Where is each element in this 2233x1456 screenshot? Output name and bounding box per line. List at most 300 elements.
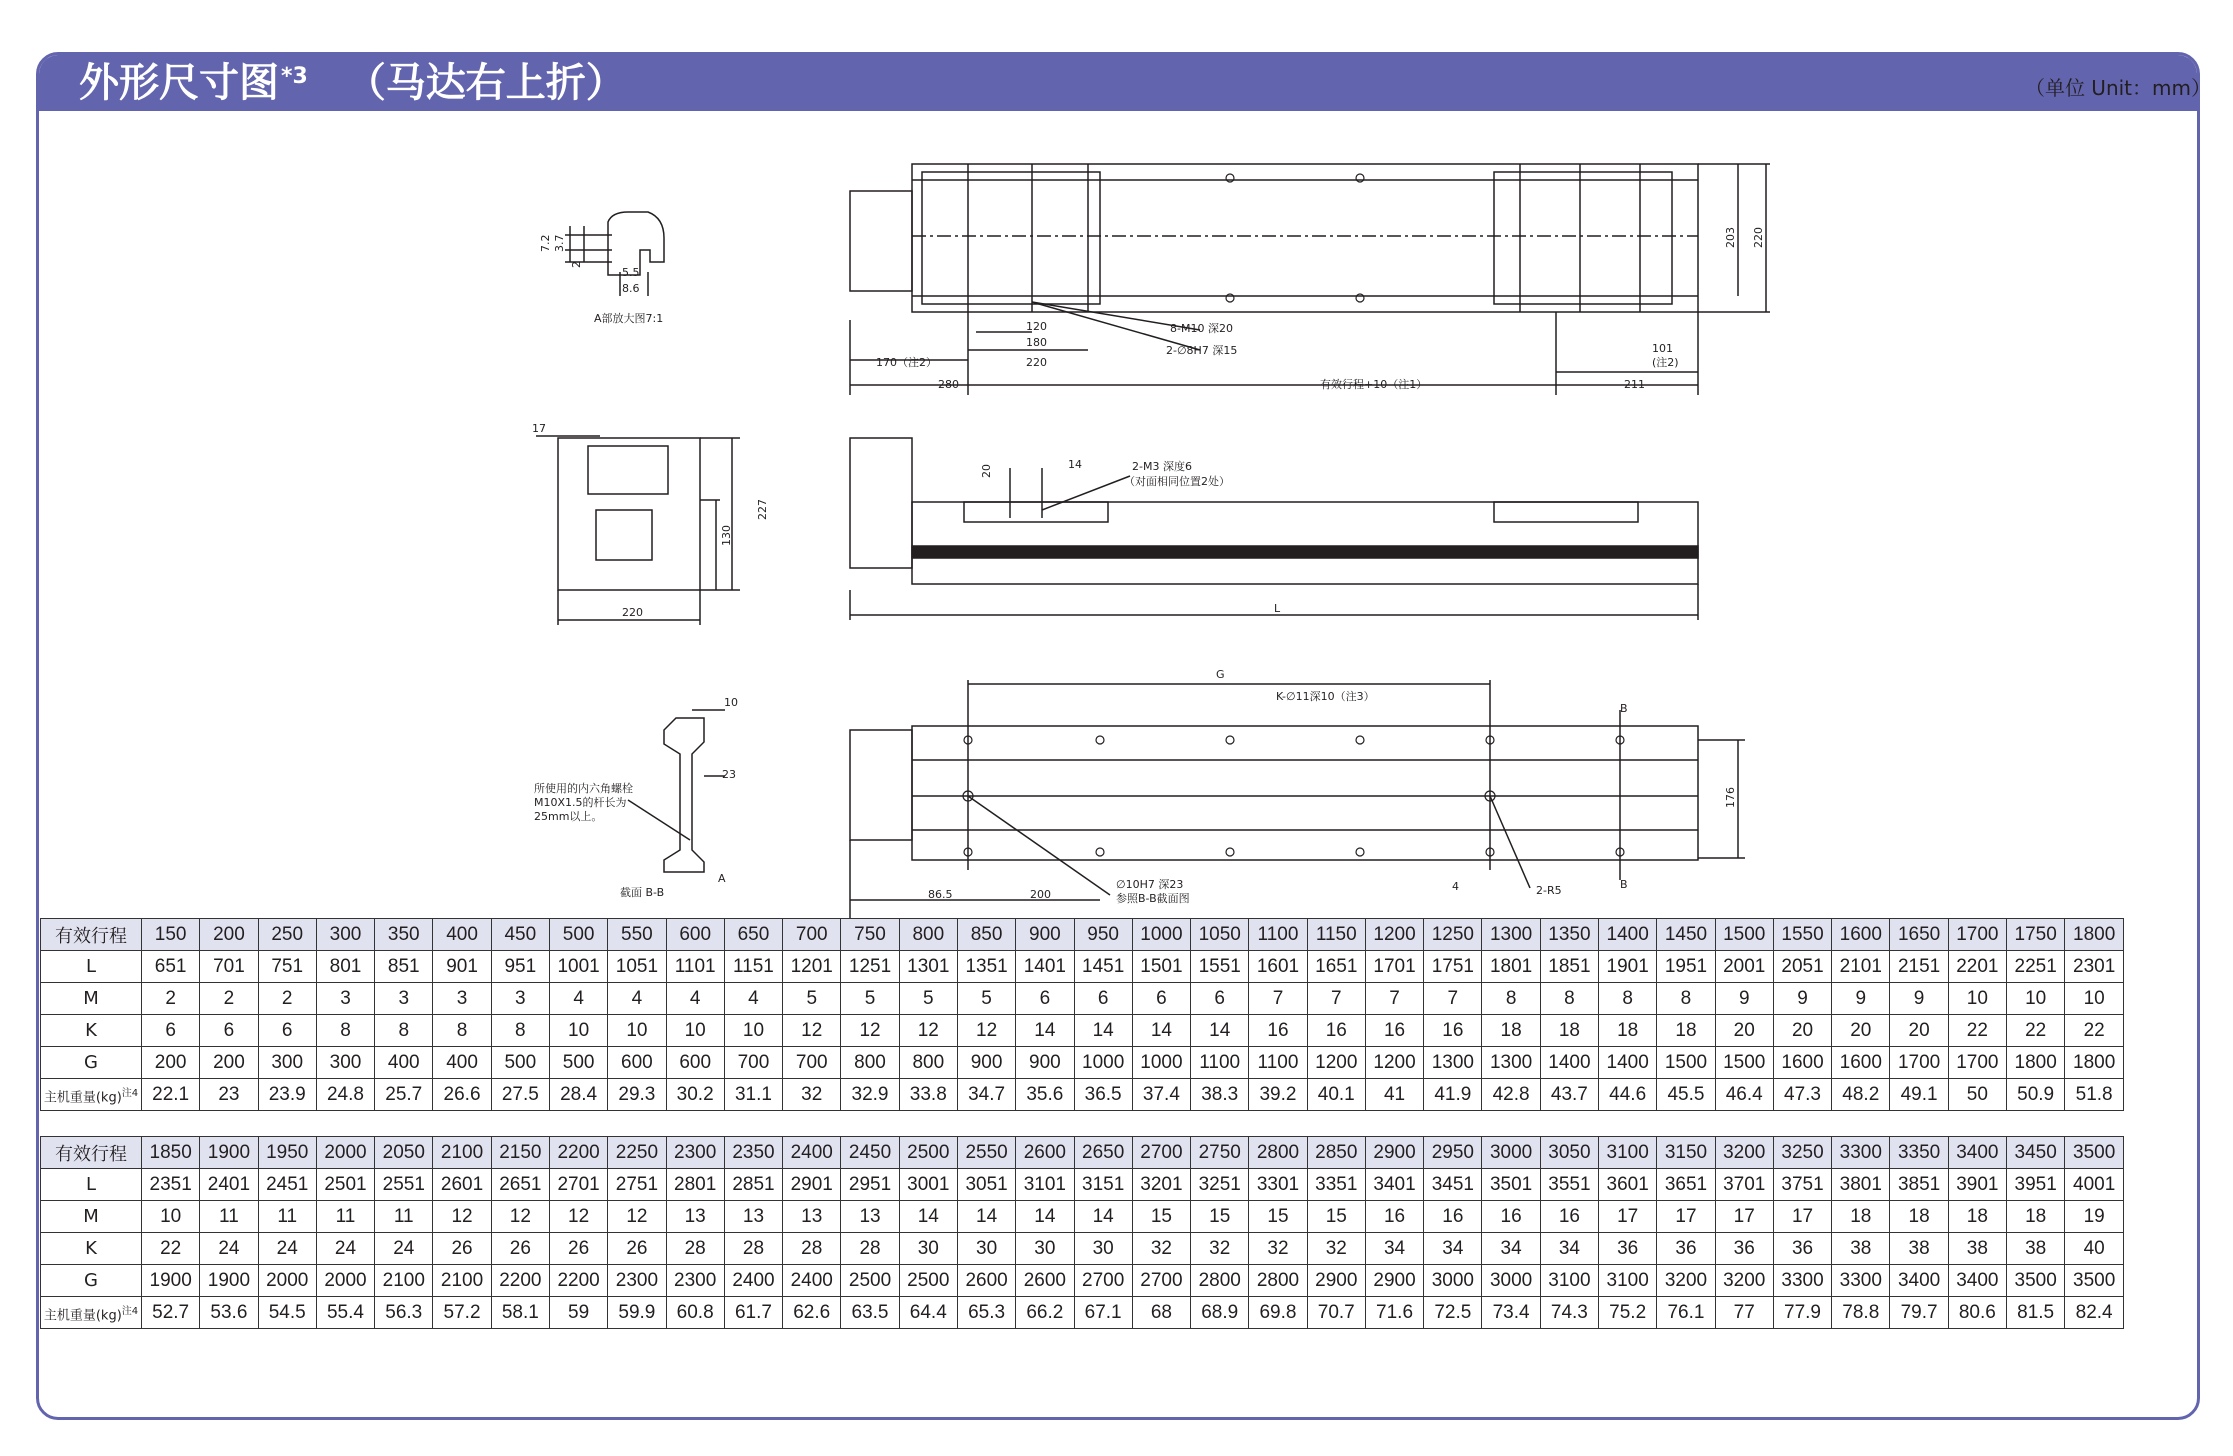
table-cell: 56.3 xyxy=(375,1297,433,1329)
table-cell: 22.1 xyxy=(142,1079,200,1111)
table-cell: 3551 xyxy=(1540,1169,1598,1201)
header-cell: 400 xyxy=(433,919,491,951)
row-label xyxy=(41,1297,142,1329)
table-cell: 28 xyxy=(841,1233,899,1265)
table-cell: 6 xyxy=(258,1015,316,1047)
table-cell: 6 xyxy=(142,1015,200,1047)
table-cell: 700 xyxy=(783,1047,841,1079)
table-cell: 15 xyxy=(1249,1201,1307,1233)
header-cell: 2600 xyxy=(1016,1137,1074,1169)
dim-23: 23 xyxy=(722,768,736,781)
table-cell: 40 xyxy=(2065,1233,2124,1265)
header-cell: 450 xyxy=(491,919,549,951)
table-cell: 10 xyxy=(142,1201,200,1233)
table-cell: 26 xyxy=(608,1233,666,1265)
table-cell: 1700 xyxy=(1890,1047,1948,1079)
table-cell: 6 xyxy=(1132,983,1190,1015)
header-cell: 1750 xyxy=(2007,919,2065,951)
table-cell: 12 xyxy=(783,1015,841,1047)
table-cell: 2501 xyxy=(316,1169,374,1201)
table-cell: 1300 xyxy=(1424,1047,1482,1079)
table-cell: 2551 xyxy=(375,1169,433,1201)
label-b-top: B xyxy=(1620,702,1628,715)
table-cell: 3 xyxy=(316,983,374,1015)
table-cell: 2151 xyxy=(1890,951,1948,983)
table-cell: 500 xyxy=(549,1047,607,1079)
table-cell: 9 xyxy=(1773,983,1831,1015)
table-cell: 3251 xyxy=(1191,1169,1249,1201)
table-cell: 1701 xyxy=(1365,951,1423,983)
unit-label: （单位 Unit：mm） xyxy=(2024,76,2211,100)
table-cell: 3300 xyxy=(1832,1265,1890,1297)
header-cell: 3100 xyxy=(1599,1137,1657,1169)
table-cell: 2651 xyxy=(491,1169,549,1201)
dim-4: 4 xyxy=(1452,880,1459,893)
table-cell: 3500 xyxy=(2065,1265,2124,1297)
note-r5: 2-R5 xyxy=(1536,884,1562,897)
header-cell: 2200 xyxy=(549,1137,607,1169)
table-cell: 54.5 xyxy=(258,1297,316,1329)
table-cell: 18 xyxy=(2007,1201,2065,1233)
header-cell: 2500 xyxy=(899,1137,957,1169)
table-cell: 4 xyxy=(666,983,724,1015)
header-cell: 2850 xyxy=(1307,1137,1365,1169)
table-cell: 3901 xyxy=(1948,1169,2006,1201)
table-cell: 45.5 xyxy=(1657,1079,1715,1111)
bolt-note-3: 25mm以上。 xyxy=(534,810,603,823)
header-cell: 2800 xyxy=(1249,1137,1307,1169)
table-cell: 34 xyxy=(1540,1233,1598,1265)
header-cell: 1900 xyxy=(200,1137,258,1169)
table-cell: 300 xyxy=(316,1047,374,1079)
header-cell: 250 xyxy=(258,919,316,951)
header-cell: 2700 xyxy=(1132,1137,1190,1169)
header-cell: 1100 xyxy=(1249,919,1307,951)
table-cell: 2800 xyxy=(1191,1265,1249,1297)
header-cell: 150 xyxy=(142,919,200,951)
table-cell: 55.4 xyxy=(316,1297,374,1329)
title-text: 外形尺寸图 xyxy=(79,60,279,106)
row-label-text: K xyxy=(85,1238,97,1259)
table-cell: 2900 xyxy=(1365,1265,1423,1297)
note-see-section: 参照B-B截面图 xyxy=(1116,892,1190,905)
table-cell: 3601 xyxy=(1599,1169,1657,1201)
table-cell: 3400 xyxy=(1890,1265,1948,1297)
label-a: A xyxy=(718,872,726,885)
table-cell: 3751 xyxy=(1773,1169,1831,1201)
table-cell: 52.7 xyxy=(142,1297,200,1329)
table-cell: 1901 xyxy=(1599,951,1657,983)
table-cell: 3 xyxy=(375,983,433,1015)
row-label-text: M xyxy=(83,988,99,1009)
header-cell: 3400 xyxy=(1948,1137,2006,1169)
table-cell: 74.3 xyxy=(1540,1297,1598,1329)
spec-table-2 xyxy=(40,1136,2124,1329)
table-cell: 68 xyxy=(1132,1297,1190,1329)
table-cell: 3401 xyxy=(1365,1169,1423,1201)
table-cell: 28 xyxy=(783,1233,841,1265)
dim-20: 20 xyxy=(980,464,993,478)
table-cell: 15 xyxy=(1132,1201,1190,1233)
table-cell: 600 xyxy=(666,1047,724,1079)
row-label xyxy=(41,1233,142,1265)
table-cell: 10 xyxy=(724,1015,782,1047)
table-cell: 6 xyxy=(1191,983,1249,1015)
table-cell: 7 xyxy=(1249,983,1307,1015)
table-cell: 59 xyxy=(549,1297,607,1329)
table-cell: 17 xyxy=(1715,1201,1773,1233)
table-cell: 17 xyxy=(1657,1201,1715,1233)
table-cell: 32 xyxy=(1191,1233,1249,1265)
table-cell: 16 xyxy=(1307,1015,1365,1047)
table-cell: 2301 xyxy=(2065,951,2124,983)
table-cell: 1301 xyxy=(899,951,957,983)
table-cell: 10 xyxy=(1948,983,2006,1015)
table-cell: 3301 xyxy=(1249,1169,1307,1201)
header-cell: 3000 xyxy=(1482,1137,1540,1169)
table-cell: 31.1 xyxy=(724,1079,782,1111)
table-cell: 4001 xyxy=(2065,1169,2124,1201)
table-cell: 2000 xyxy=(316,1265,374,1297)
motor-block-top xyxy=(850,191,912,291)
table-cell: 20 xyxy=(1715,1015,1773,1047)
table-row xyxy=(41,1201,2124,1233)
table-cell: 300 xyxy=(258,1047,316,1079)
table-cell: 3000 xyxy=(1482,1265,1540,1297)
table-cell: 38 xyxy=(1832,1233,1890,1265)
row-label xyxy=(41,1265,142,1297)
table-cell: 2851 xyxy=(724,1169,782,1201)
table-cell: 2101 xyxy=(1832,951,1890,983)
table-cell: 16 xyxy=(1365,1015,1423,1047)
dim-220-height: 220 xyxy=(1752,227,1765,248)
table-cell: 1200 xyxy=(1365,1047,1423,1079)
table-cell: 1300 xyxy=(1482,1047,1540,1079)
table-cell: 751 xyxy=(258,951,316,983)
header-cell: 550 xyxy=(608,919,666,951)
table-cell: 2201 xyxy=(1948,951,2006,983)
table-cell: 64.4 xyxy=(899,1297,957,1329)
table-row xyxy=(41,1233,2124,1265)
table-cell: 18 xyxy=(1540,1015,1598,1047)
motor-side-view xyxy=(850,438,912,568)
table-cell: 8 xyxy=(1482,983,1540,1015)
header-cell: 850 xyxy=(957,919,1015,951)
table-cell: 18 xyxy=(1890,1201,1948,1233)
row-label xyxy=(41,951,142,983)
table-cell: 16 xyxy=(1540,1201,1598,1233)
note-pin-holes: 2-∅8H7 深15 xyxy=(1166,344,1238,357)
table-cell: 1400 xyxy=(1540,1047,1598,1079)
row-label-text: L xyxy=(85,956,97,977)
dim-180: 180 xyxy=(1026,336,1047,349)
table-cell: 1951 xyxy=(1657,951,1715,983)
table-cell: 3801 xyxy=(1832,1169,1890,1201)
header-cell: 2050 xyxy=(375,1137,433,1169)
table-cell: 1101 xyxy=(666,951,724,983)
table-cell: 2051 xyxy=(1773,951,1831,983)
dim-stroke: 有效行程+10（注1） xyxy=(1320,378,1428,391)
table-cell: 47.3 xyxy=(1773,1079,1831,1111)
table-cell: 1251 xyxy=(841,951,899,983)
row-label xyxy=(41,1169,142,1201)
section-caption: 截面 B-B xyxy=(620,886,665,899)
table-cell: 20 xyxy=(1773,1015,1831,1047)
table-cell: 48.2 xyxy=(1832,1079,1890,1111)
table-cell: 12 xyxy=(841,1015,899,1047)
table-cell: 2900 xyxy=(1307,1265,1365,1297)
table-cell: 3300 xyxy=(1773,1265,1831,1297)
table-cell: 1100 xyxy=(1249,1047,1307,1079)
table-cell: 2400 xyxy=(724,1265,782,1297)
row-label-text: 主机重量(kg) xyxy=(43,1090,122,1106)
table-row xyxy=(41,1047,2124,1079)
table-cell: 61.7 xyxy=(724,1297,782,1329)
table-cell: 6 xyxy=(1016,983,1074,1015)
table-cell: 3051 xyxy=(957,1169,1015,1201)
table-cell: 2701 xyxy=(549,1169,607,1201)
table-cell: 6 xyxy=(200,1015,258,1047)
table-cell: 16 xyxy=(1424,1015,1482,1047)
table-cell: 1501 xyxy=(1132,951,1190,983)
table-cell: 5 xyxy=(957,983,1015,1015)
table-cell: 5 xyxy=(783,983,841,1015)
detail-caption: A部放大图7:1 xyxy=(594,312,664,325)
table-cell: 53.6 xyxy=(200,1297,258,1329)
row-label xyxy=(41,1079,142,1111)
header-cell: 3150 xyxy=(1657,1137,1715,1169)
table-cell: 79.7 xyxy=(1890,1297,1948,1329)
table-cell: 14 xyxy=(1016,1015,1074,1047)
table-cell: 35.6 xyxy=(1016,1079,1074,1111)
table-cell: 2400 xyxy=(783,1265,841,1297)
table-cell: 28.4 xyxy=(549,1079,607,1111)
table-cell: 1200 xyxy=(1307,1047,1365,1079)
table-cell: 3651 xyxy=(1657,1169,1715,1201)
dim-200: 200 xyxy=(1030,888,1051,901)
table-cell: 42.8 xyxy=(1482,1079,1540,1111)
dim-120: 120 xyxy=(1026,320,1047,333)
table-cell: 1500 xyxy=(1657,1047,1715,1079)
table-cell: 7 xyxy=(1307,983,1365,1015)
table-cell: 951 xyxy=(491,951,549,983)
row-label-text: G xyxy=(84,1052,98,1073)
header-cell: 1050 xyxy=(1191,919,1249,951)
dim-14: 14 xyxy=(1068,458,1082,471)
table-cell: 14 xyxy=(1191,1015,1249,1047)
table-cell: 14 xyxy=(957,1201,1015,1233)
table-cell: 3000 xyxy=(1424,1265,1482,1297)
table-cell: 12 xyxy=(491,1201,549,1233)
table-cell: 8 xyxy=(491,1015,549,1047)
table-cell: 8 xyxy=(1540,983,1598,1015)
table-cell: 50 xyxy=(1948,1079,2006,1111)
table-cell: 34 xyxy=(1424,1233,1482,1265)
table-cell: 43.7 xyxy=(1540,1079,1598,1111)
header-cell: 3300 xyxy=(1832,1137,1890,1169)
table-cell: 1800 xyxy=(2065,1047,2124,1079)
table-cell: 34 xyxy=(1482,1233,1540,1265)
table-cell: 3851 xyxy=(1890,1169,1948,1201)
header-cell: 2150 xyxy=(491,1137,549,1169)
table-cell: 3200 xyxy=(1657,1265,1715,1297)
section-profile xyxy=(664,718,704,872)
table-cell: 2 xyxy=(200,983,258,1015)
header-cell: 1550 xyxy=(1773,919,1831,951)
table-cell: 3151 xyxy=(1074,1169,1132,1201)
table-cell: 2401 xyxy=(200,1169,258,1201)
table-cell: 3100 xyxy=(1599,1265,1657,1297)
table-cell: 13 xyxy=(666,1201,724,1233)
table-cell: 2700 xyxy=(1074,1265,1132,1297)
dim-220-end: 220 xyxy=(622,606,643,619)
header-label: 有效行程 xyxy=(41,919,142,951)
table-cell: 9 xyxy=(1715,983,1773,1015)
note-m10-holes: 8-M10 深20 xyxy=(1170,322,1233,335)
table-cell: 3701 xyxy=(1715,1169,1773,1201)
table-cell: 49.1 xyxy=(1890,1079,1948,1111)
header-cell: 1400 xyxy=(1599,919,1657,951)
header-cell: 3450 xyxy=(2007,1137,2065,1169)
table-cell: 1351 xyxy=(957,951,1015,983)
header-cell: 350 xyxy=(375,919,433,951)
table-cell: 24 xyxy=(200,1233,258,1265)
table-cell: 10 xyxy=(2007,983,2065,1015)
table-cell: 12 xyxy=(957,1015,1015,1047)
header-cell: 1350 xyxy=(1540,919,1598,951)
row-note: 注4 xyxy=(121,1305,139,1317)
table-cell: 1051 xyxy=(608,951,666,983)
table-cell: 46.4 xyxy=(1715,1079,1773,1111)
header-cell: 1700 xyxy=(1948,919,2006,951)
table-cell: 16 xyxy=(1482,1201,1540,1233)
table-cell: 20 xyxy=(1890,1015,1948,1047)
table-cell: 1600 xyxy=(1773,1047,1831,1079)
table-cell: 16 xyxy=(1365,1201,1423,1233)
table-cell: 36 xyxy=(1715,1233,1773,1265)
table-header-row xyxy=(41,1137,2124,1169)
table-cell: 3501 xyxy=(1482,1169,1540,1201)
table-cell: 3101 xyxy=(1016,1169,1074,1201)
table-cell: 901 xyxy=(433,951,491,983)
table-cell: 32 xyxy=(1249,1233,1307,1265)
note-m3-opposite: （对面相同位置2处） xyxy=(1124,475,1230,488)
table-cell: 32 xyxy=(1307,1233,1365,1265)
table-cell: 800 xyxy=(899,1047,957,1079)
table-cell: 28 xyxy=(666,1233,724,1265)
header-cell: 1850 xyxy=(142,1137,200,1169)
table-cell: 22 xyxy=(1948,1015,2006,1047)
table-cell: 11 xyxy=(375,1201,433,1233)
table-cell: 22 xyxy=(142,1233,200,1265)
table-cell: 2500 xyxy=(841,1265,899,1297)
table-cell: 2100 xyxy=(433,1265,491,1297)
table-header-row xyxy=(41,919,2124,951)
bolt-note-2: M10X1.5的杆长为 xyxy=(534,796,627,809)
table-cell: 77 xyxy=(1715,1297,1773,1329)
table-cell: 2 xyxy=(258,983,316,1015)
table-cell: 900 xyxy=(957,1047,1015,1079)
table-cell: 1100 xyxy=(1191,1047,1249,1079)
table-cell: 651 xyxy=(142,951,200,983)
table-cell: 36 xyxy=(1773,1233,1831,1265)
table-cell: 1601 xyxy=(1249,951,1307,983)
table-cell: 30 xyxy=(1074,1233,1132,1265)
table-cell: 51.8 xyxy=(2065,1079,2124,1111)
table-row xyxy=(41,1265,2124,1297)
table-cell: 60.8 xyxy=(666,1297,724,1329)
table-cell: 2600 xyxy=(957,1265,1015,1297)
header-cell: 2250 xyxy=(608,1137,666,1169)
table-cell: 3451 xyxy=(1424,1169,1482,1201)
table-cell: 700 xyxy=(724,1047,782,1079)
table-cell: 32.9 xyxy=(841,1079,899,1111)
table-cell: 76.1 xyxy=(1657,1297,1715,1329)
table-cell: 10 xyxy=(666,1015,724,1047)
table-cell: 32 xyxy=(1132,1233,1190,1265)
table-cell: 18 xyxy=(1948,1201,2006,1233)
header-cell: 800 xyxy=(899,919,957,951)
table-cell: 50.9 xyxy=(2007,1079,2065,1111)
table-cell: 38 xyxy=(1948,1233,2006,1265)
header-cell: 1200 xyxy=(1365,919,1423,951)
dim-101: 101 xyxy=(1652,342,1673,355)
header-cell: 200 xyxy=(200,919,258,951)
table-cell: 2100 xyxy=(375,1265,433,1297)
row-label-text: 主机重量(kg) xyxy=(43,1308,122,1324)
table-cell: 23 xyxy=(200,1079,258,1111)
table-cell: 10 xyxy=(608,1015,666,1047)
table-cell: 71.6 xyxy=(1365,1297,1423,1329)
table-cell: 1001 xyxy=(549,951,607,983)
table-cell: 1700 xyxy=(1948,1047,2006,1079)
table-cell: 2000 xyxy=(258,1265,316,1297)
table-cell: 26.6 xyxy=(433,1079,491,1111)
table-cell: 801 xyxy=(316,951,374,983)
table-cell: 1451 xyxy=(1074,951,1132,983)
table-cell: 2951 xyxy=(841,1169,899,1201)
table-cell: 38.3 xyxy=(1191,1079,1249,1111)
table-cell: 26 xyxy=(433,1233,491,1265)
table-cell: 10 xyxy=(2065,983,2124,1015)
table-cell: 66.2 xyxy=(1016,1297,1074,1329)
table-cell: 30 xyxy=(957,1233,1015,1265)
table-cell: 68.9 xyxy=(1191,1297,1249,1329)
header-cell: 1250 xyxy=(1424,919,1482,951)
table-cell: 8 xyxy=(1657,983,1715,1015)
table-cell: 58.1 xyxy=(491,1297,549,1329)
rail-side-view xyxy=(912,502,1698,584)
table-cell: 12 xyxy=(549,1201,607,1233)
header-cell: 3350 xyxy=(1890,1137,1948,1169)
table-cell: 77.9 xyxy=(1773,1297,1831,1329)
table-cell: 28 xyxy=(724,1233,782,1265)
table-cell: 14 xyxy=(899,1201,957,1233)
note-k-holes: K-∅11深10（注3） xyxy=(1276,690,1375,703)
table-cell: 2251 xyxy=(2007,951,2065,983)
header-cell: 650 xyxy=(724,919,782,951)
table-cell: 81.5 xyxy=(2007,1297,2065,1329)
table-cell: 701 xyxy=(200,951,258,983)
table-cell: 4 xyxy=(724,983,782,1015)
table-cell: 72.5 xyxy=(1424,1297,1482,1329)
table-cell: 37.4 xyxy=(1132,1079,1190,1111)
table-cell: 2751 xyxy=(608,1169,666,1201)
header-cell: 3250 xyxy=(1773,1137,1831,1169)
motor-end-view xyxy=(558,438,700,590)
header-cell: 2650 xyxy=(1074,1137,1132,1169)
table-cell: 2600 xyxy=(1016,1265,1074,1297)
